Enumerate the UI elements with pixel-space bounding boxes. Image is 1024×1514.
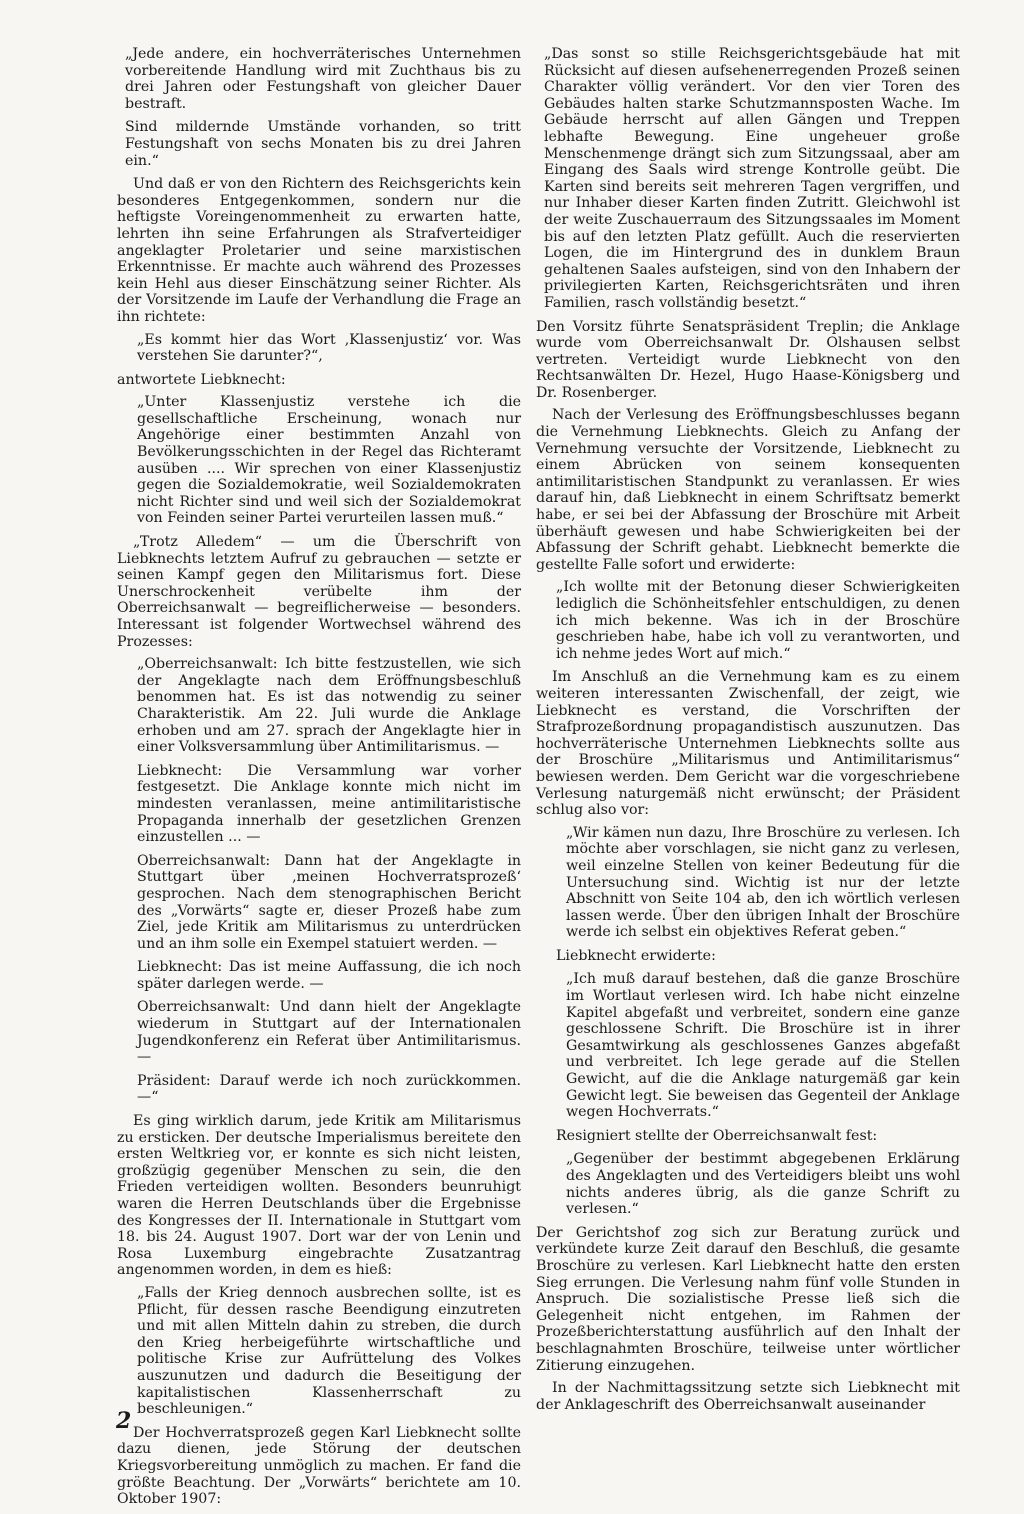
quote-block: „Gegenüber der bestimmt abgegebenen Erklärung des Angeklagten und des Verteidigers bleibt uns wohl nichts anderes übrig, als die ganze Schrift zu verlesen.“ <box>566 1151 960 1218</box>
paragraph: Und daß er von den Richtern des Reichsgerichts kein besonderes Entgegenkommen, sondern nur die heftigste Voreingenommenheit zu erwarten hatte, lehrten ihn seine Erfahrungen als Strafverteidiger angeklagter Proletarier und seine marxistischen Erkenntnisse. Er machte auch während des Prozesses kein Hehl aus dieser Einschätzung seiner Richter. Als der Vorsitzende im Laufe der Verhandlung die Frage an ihn richtete: <box>117 176 521 325</box>
quote-block: Präsident: Darauf werde ich noch zurückkommen. —“ <box>137 1072 521 1106</box>
quote-block: „Das sonst so stille Reichsgerichtsgebäude hat mit Rücksicht auf diesen aufsehenerregenden Prozeß seinen Charakter völlig verändert. Vor den vier Toren des Gebäudes halten starke Schutzmannsposten Wache. Im Gebäude herrscht auf allen Gängen und Treppen lebhafte Bewegung. Eine ungeheuer große Menschenmenge drängt sich zum Sitzungssaal, aber am Eingang des Saals wird strenge Kontrolle geübt. Die Karten sind bereits seit mehreren Tagen vergriffen, und nur Inhaber dieser Karten finden Zutritt. Gleichwohl ist der weite Zuschauerraum des Sitzungssaales im Moment bis auf den letzten Platz gefüllt. Auch die reservierten Logen, die im Hintergrund des in dunklem Braun gehaltenen Saales aufsteigen, sind von den Inhabern der privilegierten Karten, Reichsgerichtsräten und ihren Familien, rasch vollständig besetzt.“ <box>544 46 960 311</box>
paragraph: „Trotz Alledem“ — um die Überschrift von Liebknechts letztem Aufruf zu gebrauchen — setzte er seinen Kampf gegen den Militarismus fort. Diese Unerschrockenheit verübelte ihm der Oberreichsanwalt — begreiflicherweise — besonders. Interessant ist folgender Wortwechsel während des Prozesses: <box>117 534 521 650</box>
quote-block: „Ich wollte mit der Betonung dieser Schwierigkeiten lediglich die Schönheitsfehler entschuldigen, zu denen ich mich bekenne. Was ich in der Broschüre geschrieben habe, habe ich voll zu verantworten, und ich nehme jedes Wort auf mich.“ <box>556 579 960 662</box>
right-column <box>536 46 960 1419</box>
quote-block: Oberreichsanwalt: Dann hat der Angeklagte in Stuttgart über ‚meinen Hochverratsprozeß‘ gesprochen. Nach dem stenographischen Bericht des „Vorwärts“ sagte er, dieser Prozeß habe zum Ziel, jede Kritik am Militarismus zu unterdrücken und an ihm solle ein Exempel statuiert werden. — <box>137 852 521 952</box>
paragraph: antwortete Liebknecht: <box>117 371 286 388</box>
quote-block: Liebknecht erwiderte: <box>556 947 716 964</box>
quote-block: „Falls der Krieg dennoch ausbrechen sollte, ist es Pflicht, für dessen rasche Beendigung einzutreten und mit allen Mitteln dahin zu streben, die durch den Krieg herbeigeführte wirtschaftliche und politische Krise zur Aufrüttelung des Volkes auszunutzen und dadurch die Beseitigung der kapitalistischen Klassenherrschaft zu beschleunigen.“ <box>137 1284 521 1418</box>
quote-block: Liebknecht: Das ist meine Auffassung, die ich noch später darlegen werde. — <box>137 959 521 992</box>
quote-block: Sind mildernde Umstände vorhanden, so tritt Festungshaft von sechs Monaten bis zu drei Jahren ein.“ <box>125 119 521 169</box>
paragraph: Den Vorsitz führte Senatspräsident Treplin; die Anklage wurde vom Oberreichsanwalt Dr. Olshausen selbst vertreten. Verteidigt wurde Liebknecht von den Rechtsanwälten Dr. Hezel, Hugo Haase-Königsberg und Dr. Rosenberger. <box>536 318 960 401</box>
paragraph: Es ging wirklich darum, jede Kritik am Militarismus zu ersticken. Der deutsche Imperialismus bereitete den ersten Weltkrieg vor, er konnte es sich nicht leisten, großzügig gegenüber Menschen zu sein, die den Frieden verteidigen wollten. Besonders beunruhigt waren die Herren Deutschlands über die Ergebnisse des Kongresses der II. Internationale in Stuttgart vom 18. bis 24. August 1907. Dort war der von Lenin und Rosa Luxemburg eingebrachte Zusatzantrag angenommen worden, in dem es hieß: <box>117 1113 521 1279</box>
quote-block: „Unter Klassenjustiz verstehe ich die gesellschaftliche Erscheinung, wonach nur Angehörige einer bestimmten Anzahl von Bevölkerungsschichten in der Regel das Richteramt ausüben .... Wir sprechen von einer Klassenjustiz gegen die Sozialdemokratie, weil Sozialdemokraten nicht Richter sind und weil sich der Sozialdemokrat von Feinden seiner Partei verurteilen lassen muß.“ <box>137 394 521 527</box>
paragraph: Im Anschluß an die Vernehmung kam es zu einem weiteren interessanten Zwischenfall, der zeigt, wie Liebknecht es verstand, die Vorschriften der Strafprozeßordnung propagandistisch auszunutzen. Das hochverräterische Unternehmen Liebknechts sollte aus der Broschüre „Militarismus und Antimilitarismus“ bewiesen werden. Dem Gericht war die vorgeschriebene Verlesung naturgemäß nicht erwünscht; der Präsident schlug also vor: <box>536 669 960 819</box>
paragraph: Nach der Verlesung des Eröffnungsbeschlusses begann die Vernehmung Liebknechts. Gleich zu Anfang der Vernehmung versuchte der Vorsitzende, Liebknecht zu einem Abrücken von seinem konsequenten antimilitaristischen Standpunkt zu veranlassen. Er wies darauf hin, daß Liebknecht in einem Schriftsatz bemerkt habe, er sei bei der Abfassung der Broschüre mit Arbeit überhäuft gewesen und habe Schwierigkeiten bei der Abfassung der Schrift gehabt. Liebknecht bemerkte die gestellte Falle sofort und erwiderte: <box>536 407 960 573</box>
quote-block: „Ich muß darauf bestehen, daß die ganze Broschüre im Wortlaut verlesen wird. Ich habe nicht einzelne Kapitel abgefaßt und verbreitet, sondern eine ganze geschlossene Schrift. Die Broschüre ist in ihrer Gesamtwirkung als geschlossenes Ganzes abgefaßt und verbreitet. Ich lege gerade auf die Stellen Gewicht, auf die die Anklage naturgemäß gar kein Gewicht legt. Sie beweisen das Gegenteil der Anklage wegen Hochverrats.“ <box>566 971 960 1121</box>
quote-block: „Jede andere, ein hochverräterisches Unternehmen vorbereitende Handlung wird mit Zuchthaus bis zu drei Jahren oder Festungshaft von gleicher Dauer bestraft. <box>125 46 521 112</box>
quote-block: „Oberreichsanwalt: Ich bitte festzustellen, wie sich der Angeklagte nach dem Eröffnungsbeschluß benommen hat. Es ist das notwendig zu seiner Charakteristik. Am 22. Juli wurde die Anklage erhoben und am 27. sprach der Angeklagte hier in einer Volksversammlung über Antimilitarismus. — <box>137 656 521 756</box>
quote-block: „Es kommt hier das Wort ‚Klassenjustiz‘ vor. Was verstehen Sie darunter?“, <box>137 331 521 365</box>
left-column <box>117 46 521 1514</box>
page-number: 2 <box>116 1408 132 1434</box>
paragraph: Der Hochverratsprozeß gegen Karl Liebknecht sollte dazu dienen, jede Störung der deutschen Kriegsvorbereitung unmöglich zu machen. Er fand die größte Beachtung. Der „Vorwärts“ berichtete am 10. Oktober 1907: <box>117 1424 521 1508</box>
quote-block: Liebknecht: Die Versammlung war vorher festgesetzt. Die Anklage konnte mich nicht im mindesten veranlassen, meine antimilitaristische Propaganda innerhalb der gesetzlichen Grenzen einzustellen ... — <box>137 762 521 846</box>
paragraph: In der Nachmittagssitzung setzte sich Liebknecht mit der Anklageschrift des Oberreichsanwalt auseinander <box>536 1380 960 1413</box>
quote-block: „Wir kämen nun dazu, Ihre Broschüre zu verlesen. Ich möchte aber vorschlagen, sie nicht ganz zu verlesen, weil einzelne Stellen von keiner Bedeutung für die Untersuchung sind. Wichtig ist nur der letzte Abschnitt von Seite 104 ab, den ich wörtlich verlesen lassen werde. Über den übrigen Inhalt der Broschüre werde ich selbst ein objektives Referat geben.“ <box>566 824 960 941</box>
quote-block: Oberreichsanwalt: Und dann hielt der Angeklagte wiederum in Stuttgart auf der Internationalen Jugendkonferenz ein Referat über Antimilitarismus. — <box>137 999 521 1066</box>
quote-block: Resigniert stellte der Oberreichsanwalt fest: <box>556 1127 878 1144</box>
paragraph: Der Gerichtshof zog sich zur Beratung zurück und verkündete kurze Zeit darauf den Beschluß, die gesamte Broschüre zu verlesen. Karl Liebknecht hatte den ersten Sieg errungen. Die Verlesung nahm fünf volle Stunden in Anspruch. Die sozialistische Presse ließ sich die Gelegenheit nicht entgehen, im Rahmen der Prozeßberichterstattung ausführlich auf den Inhalt der beschlagnahmten Broschüre, teilweise unter wörtlicher Zitierung einzugehen. <box>536 1224 960 1374</box>
